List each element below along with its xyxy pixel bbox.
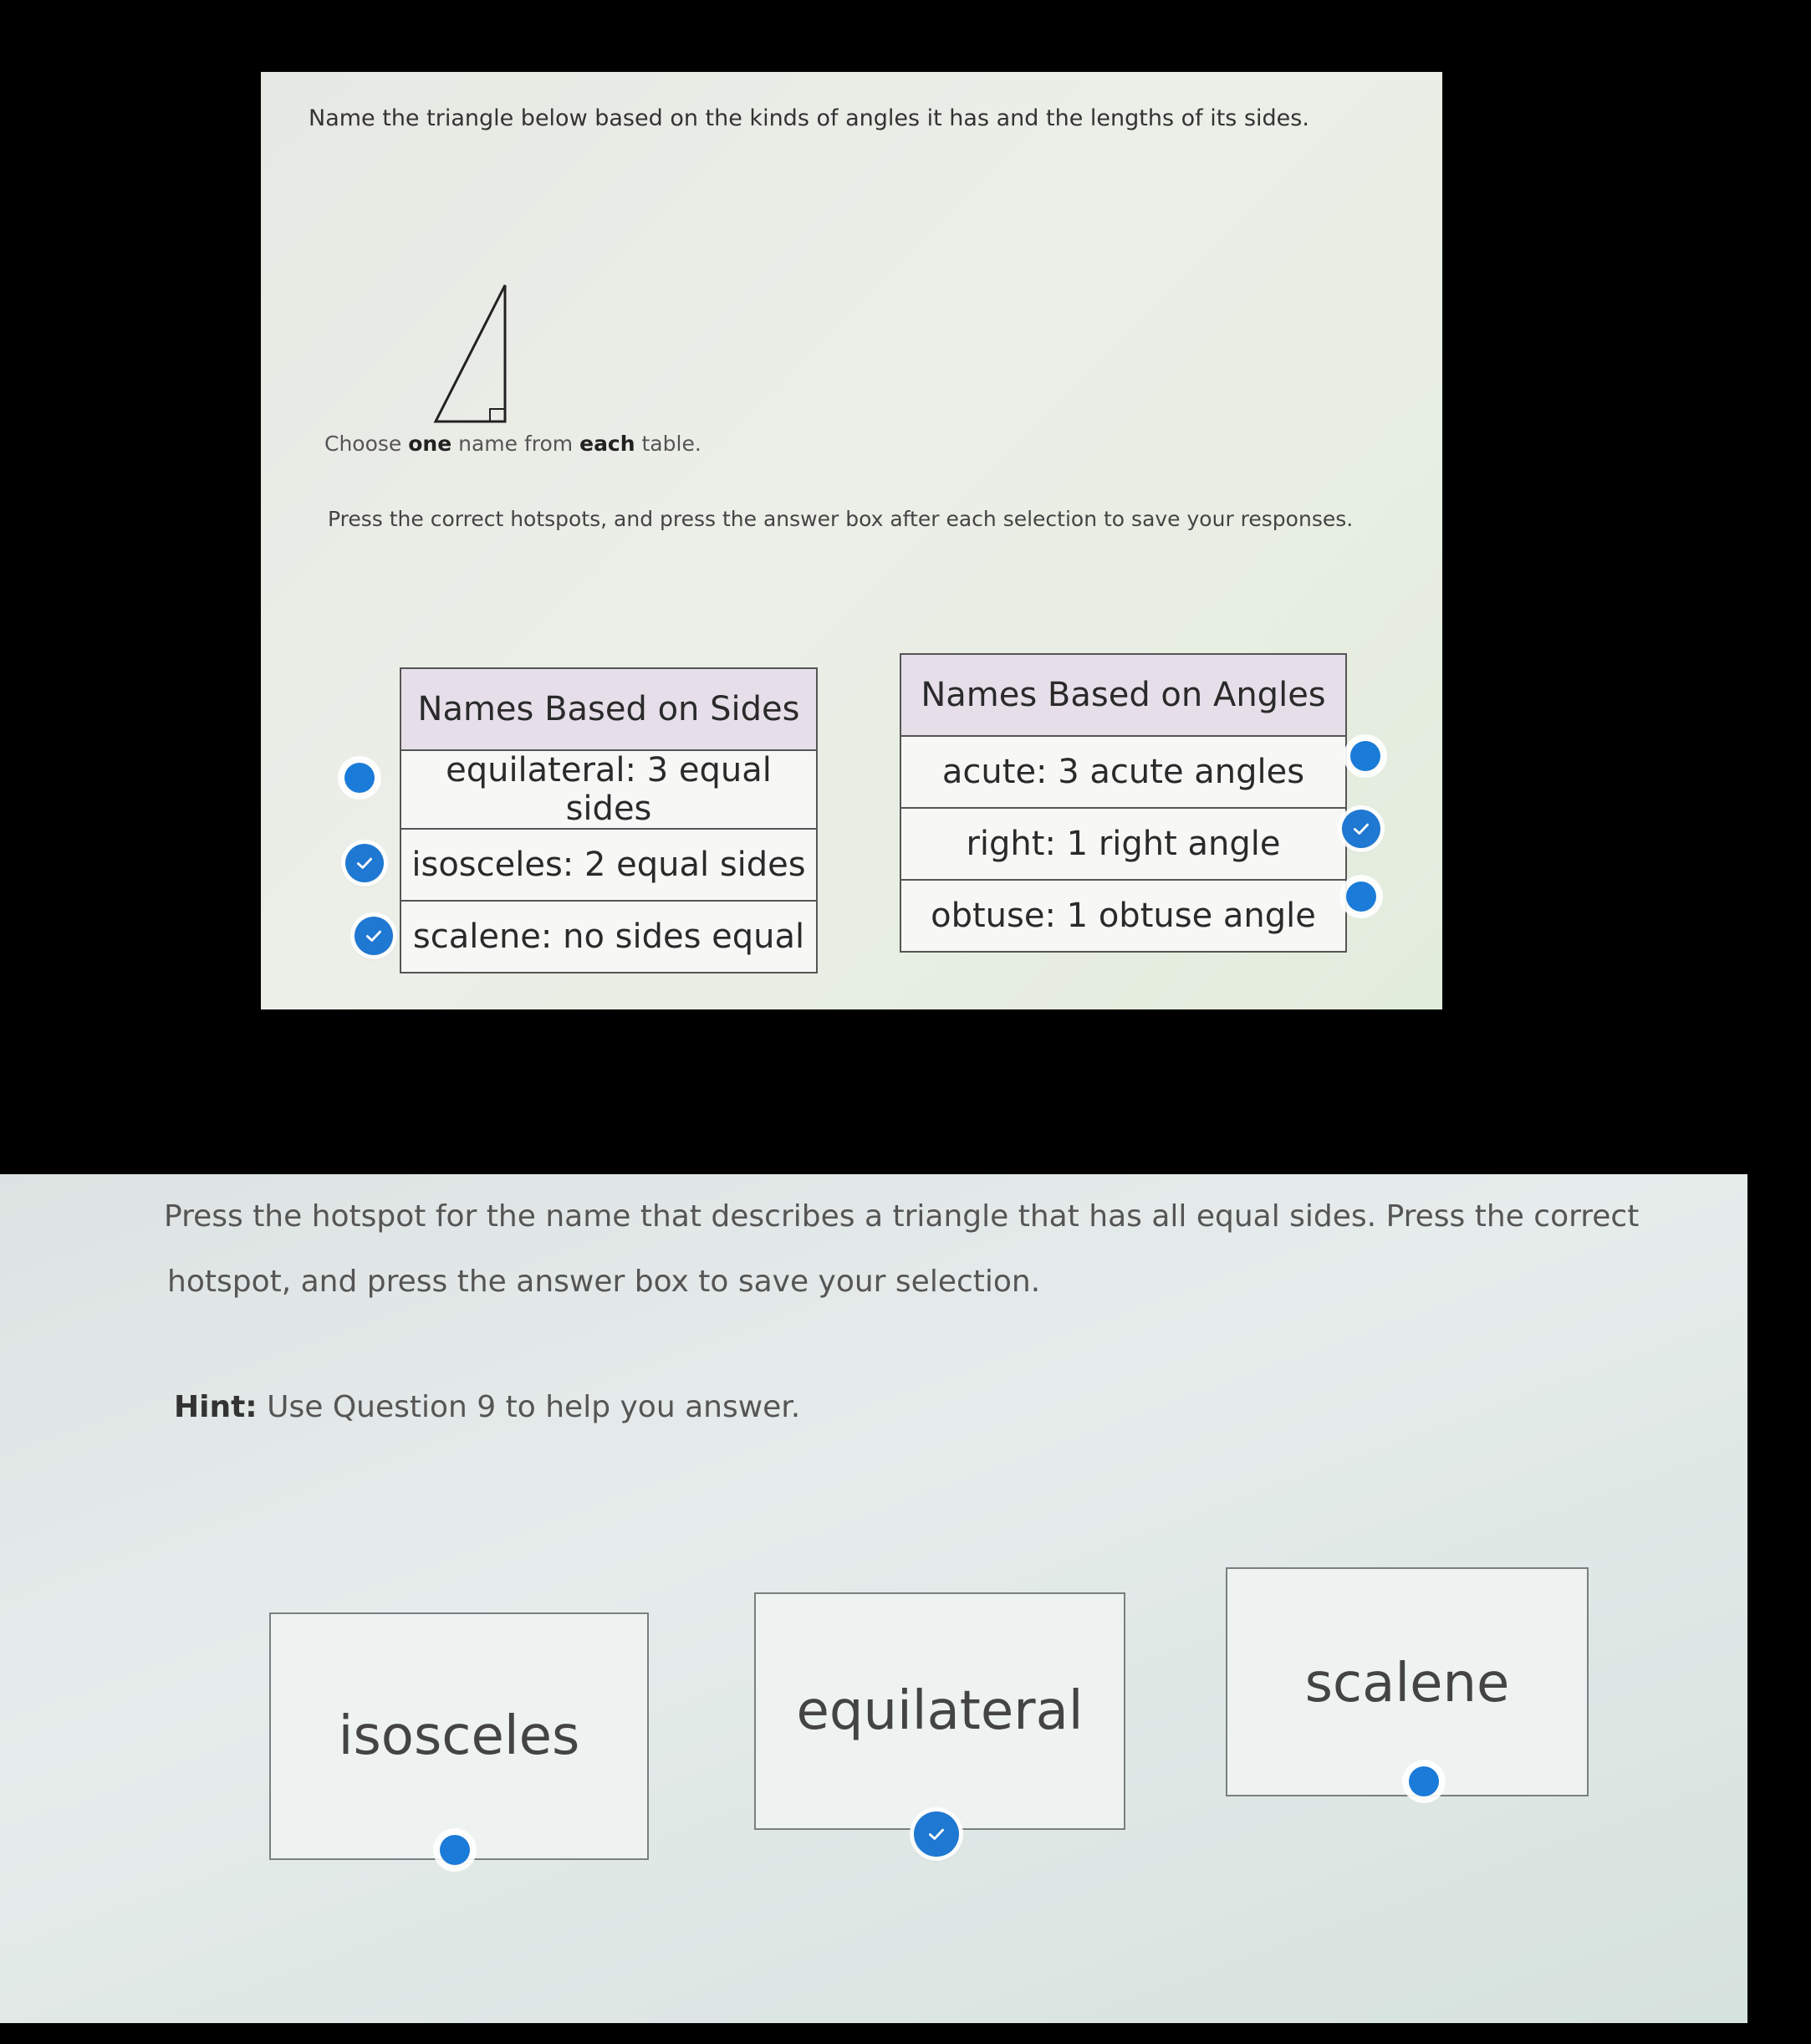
angles-row-acute[interactable]: acute: 3 acute angles	[900, 736, 1346, 808]
answer-label-isosceles: isosceles	[338, 1705, 580, 1767]
sides-row-equilateral[interactable]: equilateral: 3 equal sides	[400, 750, 817, 829]
angles-table	[900, 653, 1347, 953]
hotspot-obtuse-angles[interactable]	[1346, 881, 1376, 912]
choose-instruction: Choose one name from each table.	[324, 432, 701, 456]
answer-box-isosceles[interactable]	[269, 1612, 649, 1860]
question-prompt: Name the triangle below based on the kinds of angles it has and the lengths of its sides.	[309, 105, 1309, 131]
question-panel-bottom	[0, 1174, 1747, 2023]
hotspot-acute-angles[interactable]	[1350, 741, 1380, 771]
hotspot-scalene[interactable]	[1409, 1766, 1439, 1796]
question-prompt-line1: Press the hotspot for the name that describes a triangle that has all equal sides. Press the correct	[164, 1199, 1640, 1234]
answer-label-scalene: scalene	[1304, 1653, 1510, 1714]
answer-box-scalene[interactable]	[1226, 1567, 1589, 1796]
hotspot-equilateral[interactable]	[914, 1811, 959, 1857]
press-instruction: Press the correct hotspots, and press the answer box after each selection to save your responses.	[328, 507, 1354, 531]
answer-label-equilateral: equilateral	[796, 1680, 1084, 1742]
angles-table-header: Names Based on Angles	[900, 654, 1346, 736]
answer-box-equilateral[interactable]	[754, 1592, 1125, 1830]
hotspot-right-angles[interactable]	[1342, 810, 1380, 848]
check-icon	[354, 852, 375, 874]
question-prompt-line2: hotspot, and press the answer box to save your selection.	[167, 1265, 1041, 1299]
sides-row-isosceles[interactable]: isosceles: 2 equal sides	[400, 829, 817, 901]
angles-row-obtuse[interactable]: obtuse: 1 obtuse angle	[900, 880, 1346, 952]
check-icon	[363, 925, 385, 947]
check-icon	[1350, 818, 1372, 840]
sides-table-header: Names Based on Sides	[400, 668, 817, 750]
hotspot-isosceles-sides[interactable]	[345, 844, 384, 882]
check-icon	[926, 1823, 947, 1845]
hotspot-equilateral-sides[interactable]	[344, 763, 375, 793]
sides-row-scalene[interactable]: scalene: no sides equal	[400, 901, 817, 973]
angles-row-right[interactable]: right: 1 right angle	[900, 808, 1346, 880]
hotspot-isosceles[interactable]	[440, 1835, 470, 1865]
question-panel-top	[261, 72, 1442, 1009]
hotspot-scalene-sides[interactable]	[355, 917, 393, 955]
sides-table	[400, 667, 818, 973]
right-triangle-figure	[420, 210, 520, 432]
hint: Hint: Use Question 9 to help you answer.	[174, 1390, 801, 1424]
